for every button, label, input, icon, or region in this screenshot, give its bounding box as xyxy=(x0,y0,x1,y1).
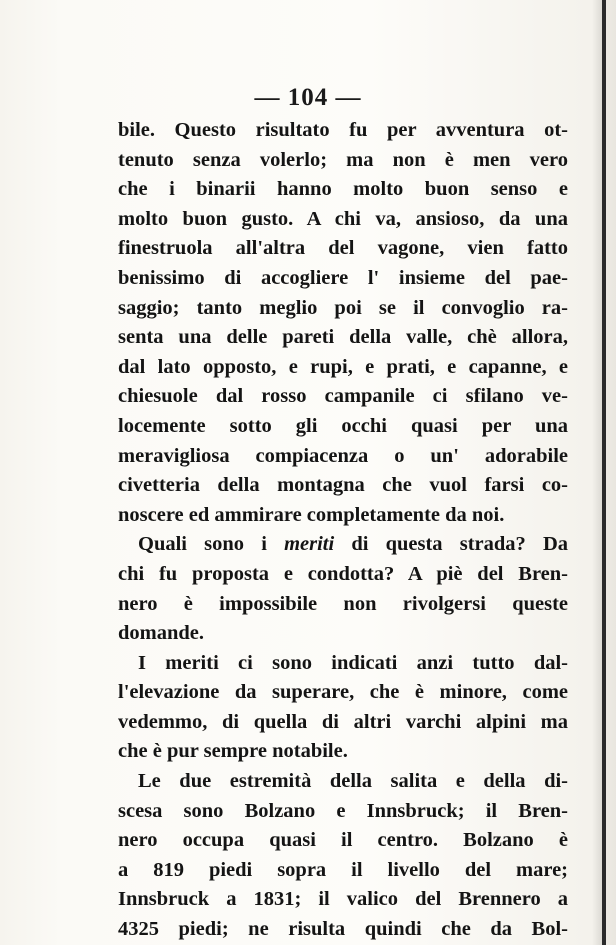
text-line: benissimo di accogliere l' insieme del pae- xyxy=(118,266,568,289)
text-line: meravigliosa compiacenza o un' adorabile xyxy=(118,444,568,467)
text-line: a 819 piedi sopra il livello del mare; xyxy=(118,858,568,881)
text-line: finestruola all'altra del vagone, vien fatto xyxy=(118,237,568,260)
page-edge xyxy=(602,0,606,945)
text-line: noscere ed ammirare completamente da noi. xyxy=(118,503,505,526)
text-line: tenuto senza volerlo; ma non è men vero xyxy=(118,148,568,171)
text-segment: Quali sono i xyxy=(138,533,285,556)
text-line: chi fu proposta e condotta? A piè del Bren- xyxy=(118,562,568,585)
text-line: bile. Questo risultato fu per avventura ot- xyxy=(118,119,568,141)
text-line: nero occupa quasi il centro. Bolzano è xyxy=(118,829,568,852)
text-line: dal lato opposto, e rupi, e prati, e capanne, e xyxy=(118,355,568,378)
text-line: molto buon gusto. A chi va, ansioso, da una xyxy=(118,207,568,230)
text-line: che è pur sempre notabile. xyxy=(118,740,348,763)
text-line-with-italic xyxy=(118,530,568,560)
text-line: saggio; tanto meglio poi se il convoglio ra- xyxy=(118,296,568,319)
text-line: Innsbruck a 1831; il valico del Brennero a xyxy=(118,888,568,911)
page-number: — 104 — xyxy=(254,84,362,111)
text-line: senta una delle pareti della valle, chè allora, xyxy=(118,326,568,349)
text-line: scesa sono Bolzano e Innsbruck; il Bren- xyxy=(118,799,568,822)
text-line: chiesuole dal rosso campanile ci sfilano ve- xyxy=(118,385,568,408)
italic-word: meriti xyxy=(284,533,335,556)
text-line: 4325 piedi; ne risulta quindi che da Bol- xyxy=(118,918,568,941)
text-line: civetteria della montagna che vuol farsi co- xyxy=(118,474,568,497)
text-line: l'elevazione da superare, che è minore, come xyxy=(118,681,568,704)
text-line: che i binarii hanno molto buon senso e xyxy=(118,178,568,201)
text-line: nero è impossibile non rivolgersi queste xyxy=(118,592,568,615)
text-line: I meriti ci sono indicati anzi tutto dal- xyxy=(138,651,568,674)
text-line: Le due estremità della salita e della di- xyxy=(138,770,568,793)
text-line: locemente sotto gli occhi quasi per una xyxy=(118,414,568,437)
text-segment: di questa strada? Da xyxy=(334,533,568,556)
text-line: domande. xyxy=(118,622,205,645)
text-line: vedemmo, di quella di altri varchi alpini ma xyxy=(118,710,568,733)
page-edge-shadow xyxy=(592,0,602,945)
body-text xyxy=(118,116,568,945)
